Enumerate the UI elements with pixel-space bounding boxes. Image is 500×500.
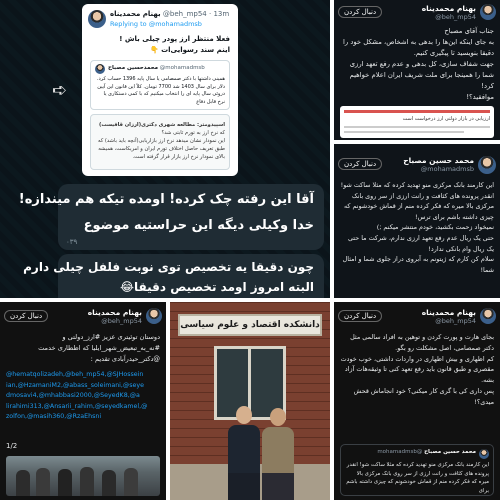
doc-line-1: اسپیدومتر: مطالعه شهری دکتری(ارزان قافیست): [98, 122, 225, 128]
avatar: [478, 156, 496, 174]
author-handle: @beh_mp54: [101, 317, 142, 325]
follow-button[interactable]: دنبال کردن: [4, 310, 48, 322]
quoted-author-handle: @mohamadmsb: [159, 65, 205, 71]
tweet-text: این کارمند بانک مرکزی منو تهدید کرده که مثلا ساکت شو! انقدر پرونده های کثافت و رانت ارزی از سر روی بانک مرکزی بالا میره که فکر کرده منم از قماش خودشونم که چیزی داشته باشم برای ترس! نمیخواد زحمت بکشید، خودم منتشر میکنم ;) حتی یک ریال عدم رفع تعهد ارزی ندارم، شرکت ما حتی یک ریال وام بانکی ندارد! سلام کن کارم که ژیتونم به آبروی دراز جلوی شما و امثال شما!: [340, 181, 494, 274]
forwarded-tweet-image[interactable]: [82, 4, 238, 176]
tweet-text: دوستان توئیتری عزیز #ارز_دولتی و #نه_به_تبعیض_شهر_ایلیا که اظطاری خدمت @دکتر_حیدرآبادی تقدیم :: [38, 333, 160, 363]
doc-line-2: که نرخ ارز به تورم ثابتی شد؟: [161, 130, 225, 136]
message-line-2: خدا وکیلی دیگه این حراستیه موضوع: [83, 218, 314, 233]
follow-button[interactable]: دنبال کردن: [338, 310, 382, 322]
author-handle: @mohamadmsb: [420, 165, 474, 173]
avatar: [146, 308, 162, 324]
tweet-author-handle: @beh_mp54: [162, 10, 207, 18]
quoted-tweet-text: همینی داشتها با دکتر صمصامی یا سال پایه 1396 حساب کرد. دلار برای سال 1403 شد 7700 تومان. کلاً این قانون این آیین دروئی سال پایه ای را انتخاب میکنیم که با کمی دستکاری یا نرخ قابل دفاع: [96, 76, 225, 105]
avatar: [95, 64, 105, 74]
avatar: [480, 308, 496, 324]
tweet-author-name: بهنام محمدیناه: [110, 10, 161, 18]
tweet-text: جناب آقای مصباح به جای اینکه این‌ها را بدهی به اشخاص، مشکل خود را دقیقا بنویسید تا پیگیری کنیم. جهت شفاف سازی، کل بدهی و عدم رفع تعهد ارزی شما را همینجا برای ملت شریف ایران اعلام خواهیم کرد! موافقید؟!: [343, 27, 494, 101]
doc-line-3: این نمودار نشان میدهد نرخ ارز بازاریابی(آنچه باید باشد) که طبق تعریف حاصل اختلاف تورم ایران و امریکاست، همیشه بالای نمودار نرخ ارز بازار قرار گرفته است.: [97, 138, 225, 160]
embedded-image[interactable]: [340, 106, 494, 138]
author-name: بهنام محمدیناه: [421, 308, 476, 317]
message-line-1: آقا این رفته چک کرده! اومده تیکه هم میندازه!: [18, 192, 314, 207]
follow-button[interactable]: دنبال کردن: [338, 158, 382, 170]
chat-message-2[interactable]: [23, 254, 324, 298]
tweet-text: بجای هارت و پورت کردن و توهین به افراد سالمی مثل دکتر صمصامی، اصل مشکلت رو بگو. کم اظهاری و بیش اظهاری در واردات داشتی، خوب خودت مقصری و طبق قانون باید رفع تعهد کنی تا وثیقه‌هات آزاد بشه. پس داری کی با گری کار میکنی؟ خود انجاماش قحش میدی؟!: [340, 333, 494, 406]
forward-icon[interactable]: ➪: [52, 80, 68, 101]
avatar: [88, 10, 106, 28]
author-handle: @beh_mp54: [435, 13, 476, 21]
message-line-2: البته امروز اومد تخصیص دقیقا😂: [119, 280, 314, 294]
building-sign: [178, 314, 322, 336]
whatsapp-chat-tile: [0, 0, 330, 298]
tweet-tile-mesbah[interactable]: [334, 144, 500, 298]
author-handle: @beh_mp54: [435, 317, 476, 325]
message-time: ۰۳۹: [66, 238, 78, 246]
author-name: محمد حسین مصباح: [403, 156, 474, 165]
quoted-author-handle: @mohamadmsb: [377, 449, 423, 455]
quoted-tweet-text: این کارمند بانک مرکزی منو تهدید کرده که مثلا ساکت شو! انقدر پرونده های کثافت و رانت ارزی از سر روی بانک مرکزی بالا میره که فکر کرده منم از قماش خودشونم که چیزی داشته باشم برای: [346, 462, 489, 494]
author-name: بهنام محمدیناه: [87, 308, 142, 317]
chat-message-1[interactable]: [18, 184, 324, 250]
quoted-author-name: محمدحسین مصباح: [108, 65, 159, 71]
tweet-tile-mentions[interactable]: [0, 302, 166, 500]
page-indicator: 1/2: [6, 442, 18, 450]
tweet-reply-to: Replying to @mohamadmsb: [110, 20, 202, 28]
sign-text: دانشکده اقتصاد و علوم سیاسی: [180, 320, 320, 330]
quoted-author-name: محمد حسین مصباح: [424, 449, 476, 455]
photo-two-men[interactable]: [170, 302, 330, 500]
document-screenshot: [90, 114, 230, 170]
card-title: ارزیابی در بازار دولتی ارز درخواست است: [402, 116, 490, 122]
tweet-tile-behnam[interactable]: [334, 0, 500, 140]
author-name: بهنام محمدیناه: [421, 4, 476, 13]
tweet-line-1: فعلا منتظر ارز پودر چیلی باش !: [119, 35, 230, 43]
tweet-tile-reply[interactable]: [334, 302, 500, 500]
tweet-time: · 13m: [209, 10, 230, 18]
quoted-tweet-card: [90, 60, 230, 110]
quoted-tweet-card[interactable]: [340, 444, 494, 496]
tweet-line-2: اینم سند رسوایی‌ات 👇: [149, 46, 230, 54]
avatar: [479, 449, 489, 459]
follow-button[interactable]: دنبال کردن: [338, 6, 382, 18]
person-right: [262, 408, 294, 500]
mention-list[interactable]: @hematqolizadeh,@beh_mp54,@SJHossein ian,@HzamaniM2,@abass_soleimani,@seye dmosavi4,@mhabbasi2000,@SeyedK8,@a lirahimi313,@Ansarii_rahim,@seyedkamel,@ zolfon,@masih360,@RzaEhsni: [6, 371, 148, 420]
message-line-1: چون دقیقا یه تخصیص توی نوبت فلفل چیلی دارم: [23, 260, 314, 274]
group-photo[interactable]: [6, 456, 160, 496]
person-left: [228, 406, 260, 500]
avatar: [480, 4, 496, 20]
